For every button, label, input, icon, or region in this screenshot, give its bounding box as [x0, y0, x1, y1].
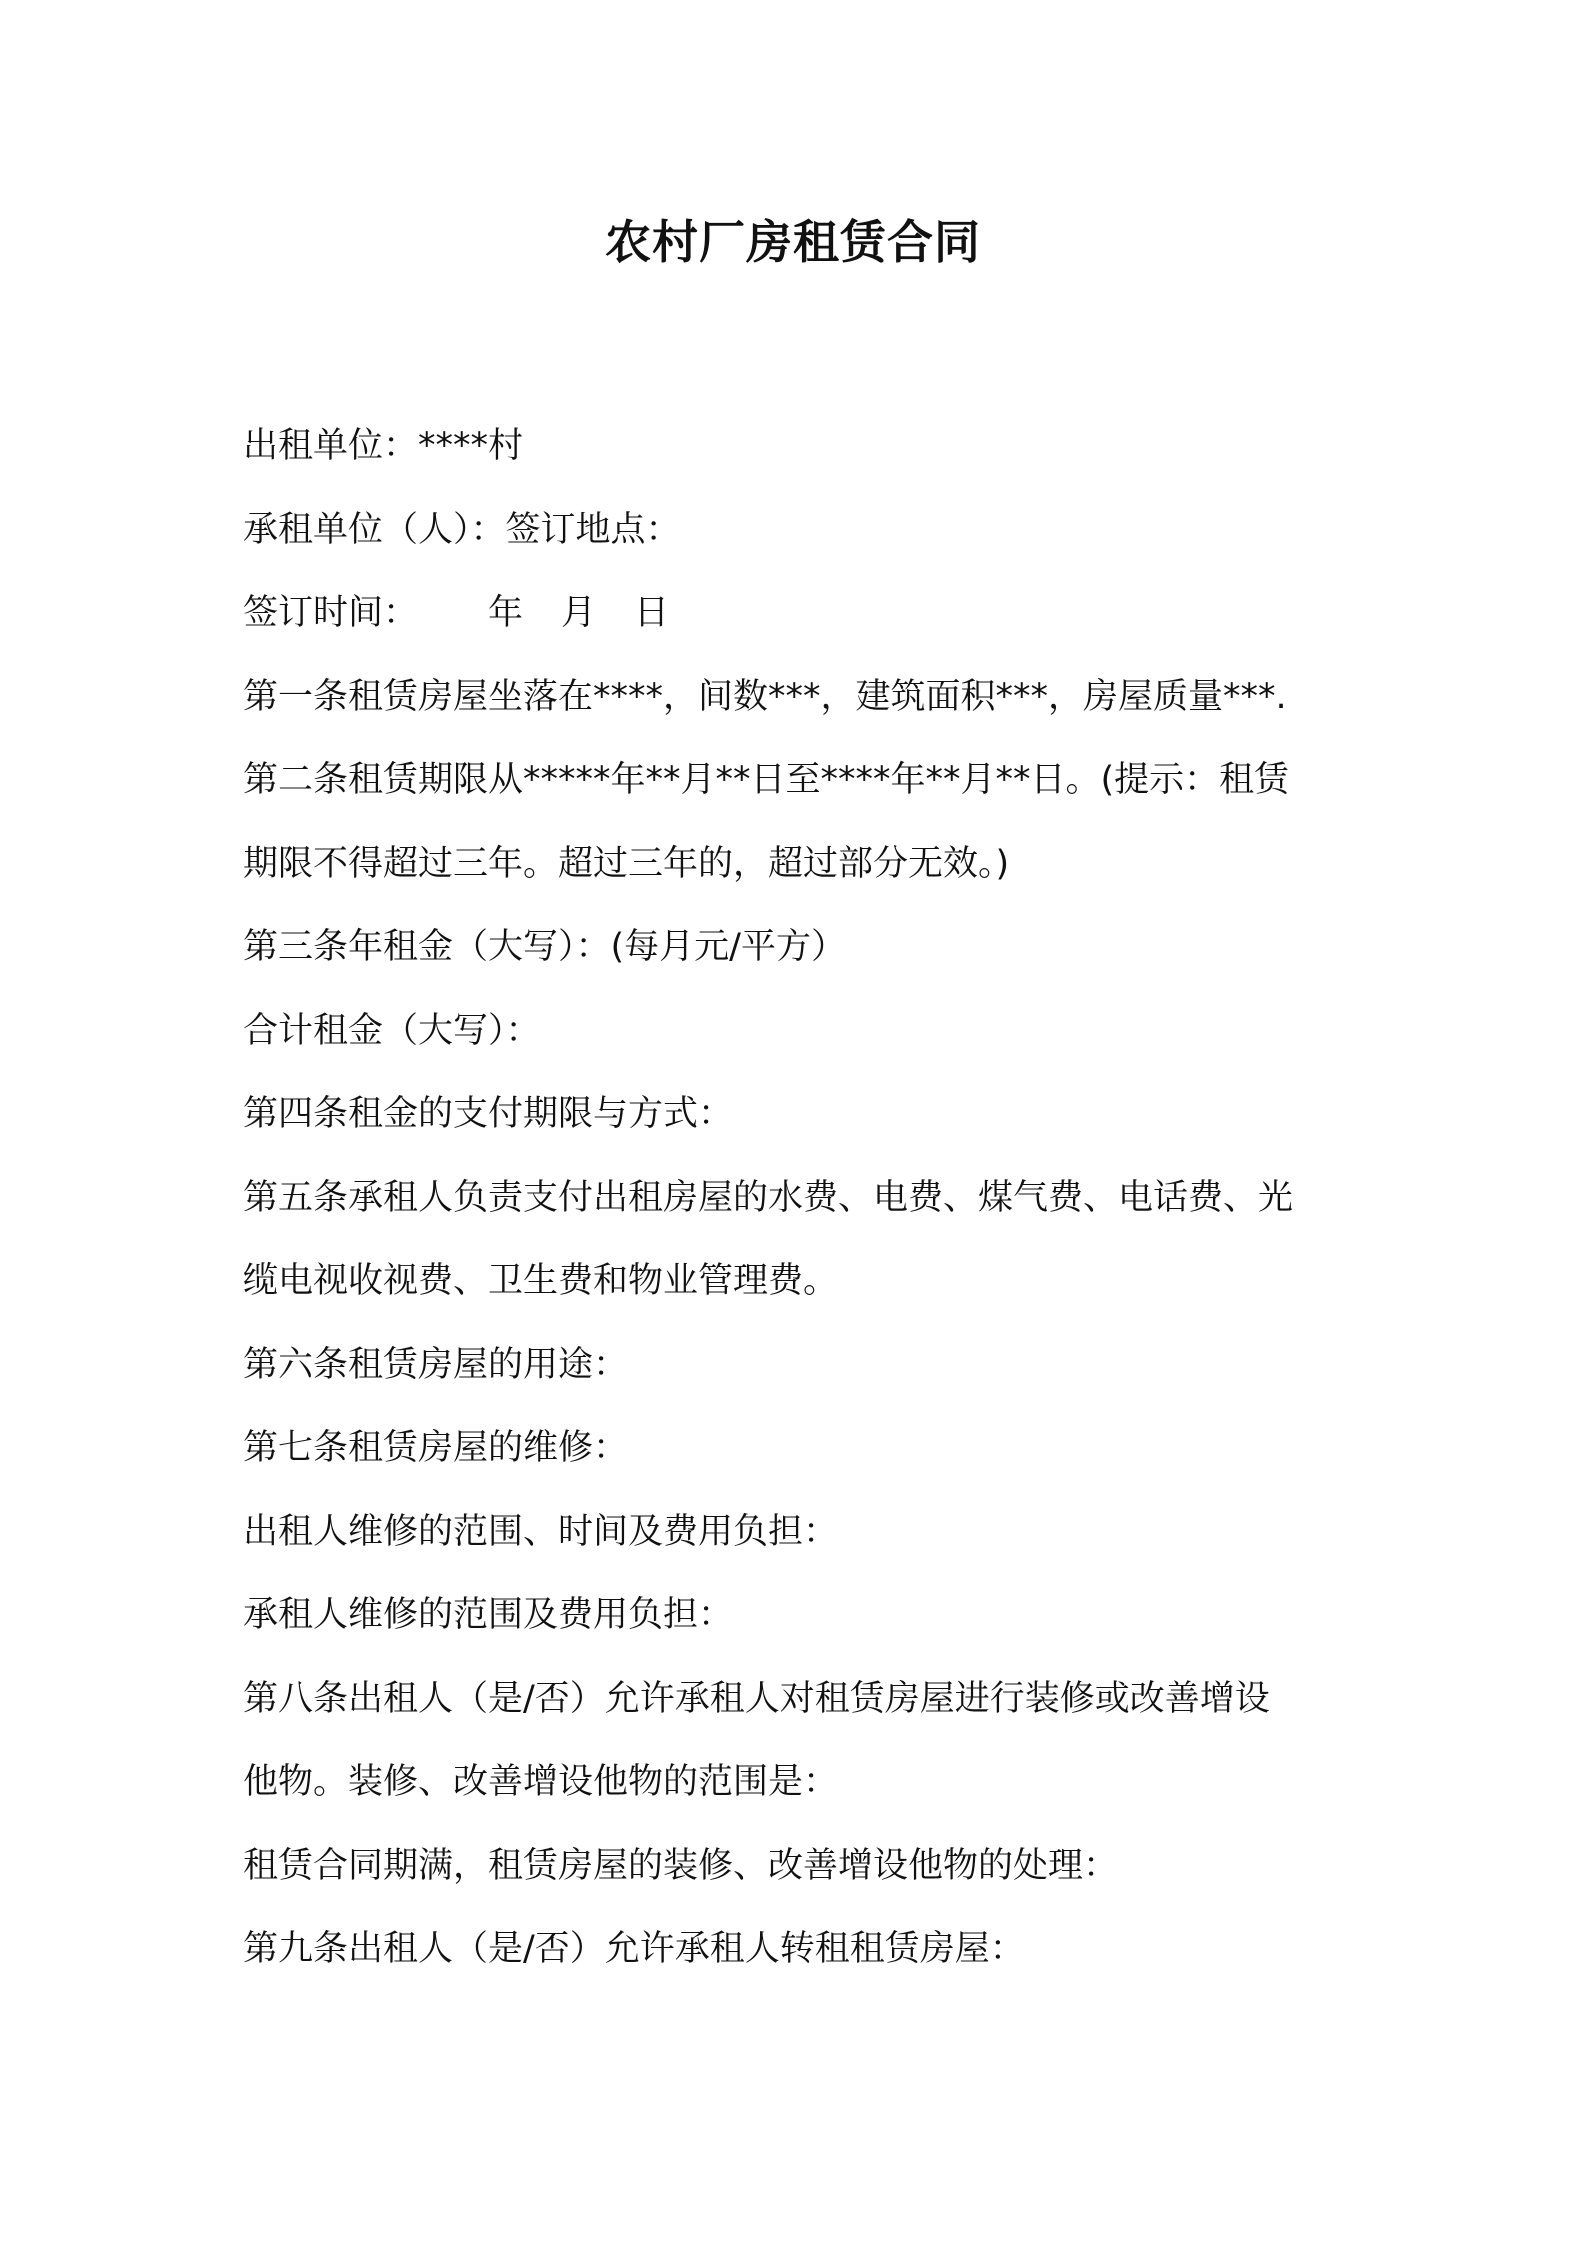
clause-line: 第四条租金的支付期限与方式： — [243, 1094, 734, 1134]
sign-time-day: 日 — [634, 593, 670, 633]
clause-line: 租赁合同期满，租赁房屋的装修、改善增设他物的处理： — [243, 1845, 1119, 1886]
clause-line: 第三条年租金（大写）：(每月元/平方） — [243, 927, 846, 967]
document-title: 农村厂房租赁合同 — [605, 215, 981, 269]
clause-line: 合计租金（大写）： — [243, 1010, 541, 1051]
sign-time-label: 签订时间： — [243, 593, 419, 633]
clause-line: 第九条出租人（是/否）允许承租人转租租赁房屋： — [243, 1929, 1025, 1969]
sign-time-year: 年 — [488, 593, 524, 633]
clause-line: 第八条出租人（是/否）允许承租人对租赁房屋进行装修或改善增设 — [243, 1678, 1270, 1719]
lessee-line: 承租单位（人）：签订地点： — [243, 509, 681, 550]
document-body — [243, 405, 1363, 1992]
clause-line: 第一条租赁房屋坐落在****，间数***，建筑面积***，房屋质量***. — [243, 676, 1287, 717]
clause-line: 他物。装修、改善增设他物的范围是： — [243, 1762, 839, 1802]
clause-line: 承租人维修的范围及费用负担： — [243, 1595, 734, 1635]
clause-line: 期限不得超过三年。超过三年的，超过部分无效。) — [243, 843, 1010, 884]
clause-line: 第五条承租人负责支付出租房屋的水费、电费、煤气费、电话费、光 — [243, 1177, 1294, 1218]
lessor-line: 出租单位：****村 — [243, 426, 524, 466]
clause-line: 第六条租赁房屋的用途： — [243, 1344, 629, 1385]
clause-line: 第二条租赁期限从*****年**月**日至****年**月**日。(提示：租赁 — [243, 760, 1290, 800]
clause-line: 出租人维修的范围、时间及费用负担： — [243, 1511, 839, 1552]
clause-line: 缆电视收视费、卫生费和物业管理费。 — [243, 1261, 839, 1301]
sign-time-line — [243, 572, 1363, 656]
sign-time-month: 月 — [561, 593, 597, 633]
clause-line: 第七条租赁房屋的维修： — [243, 1428, 629, 1468]
